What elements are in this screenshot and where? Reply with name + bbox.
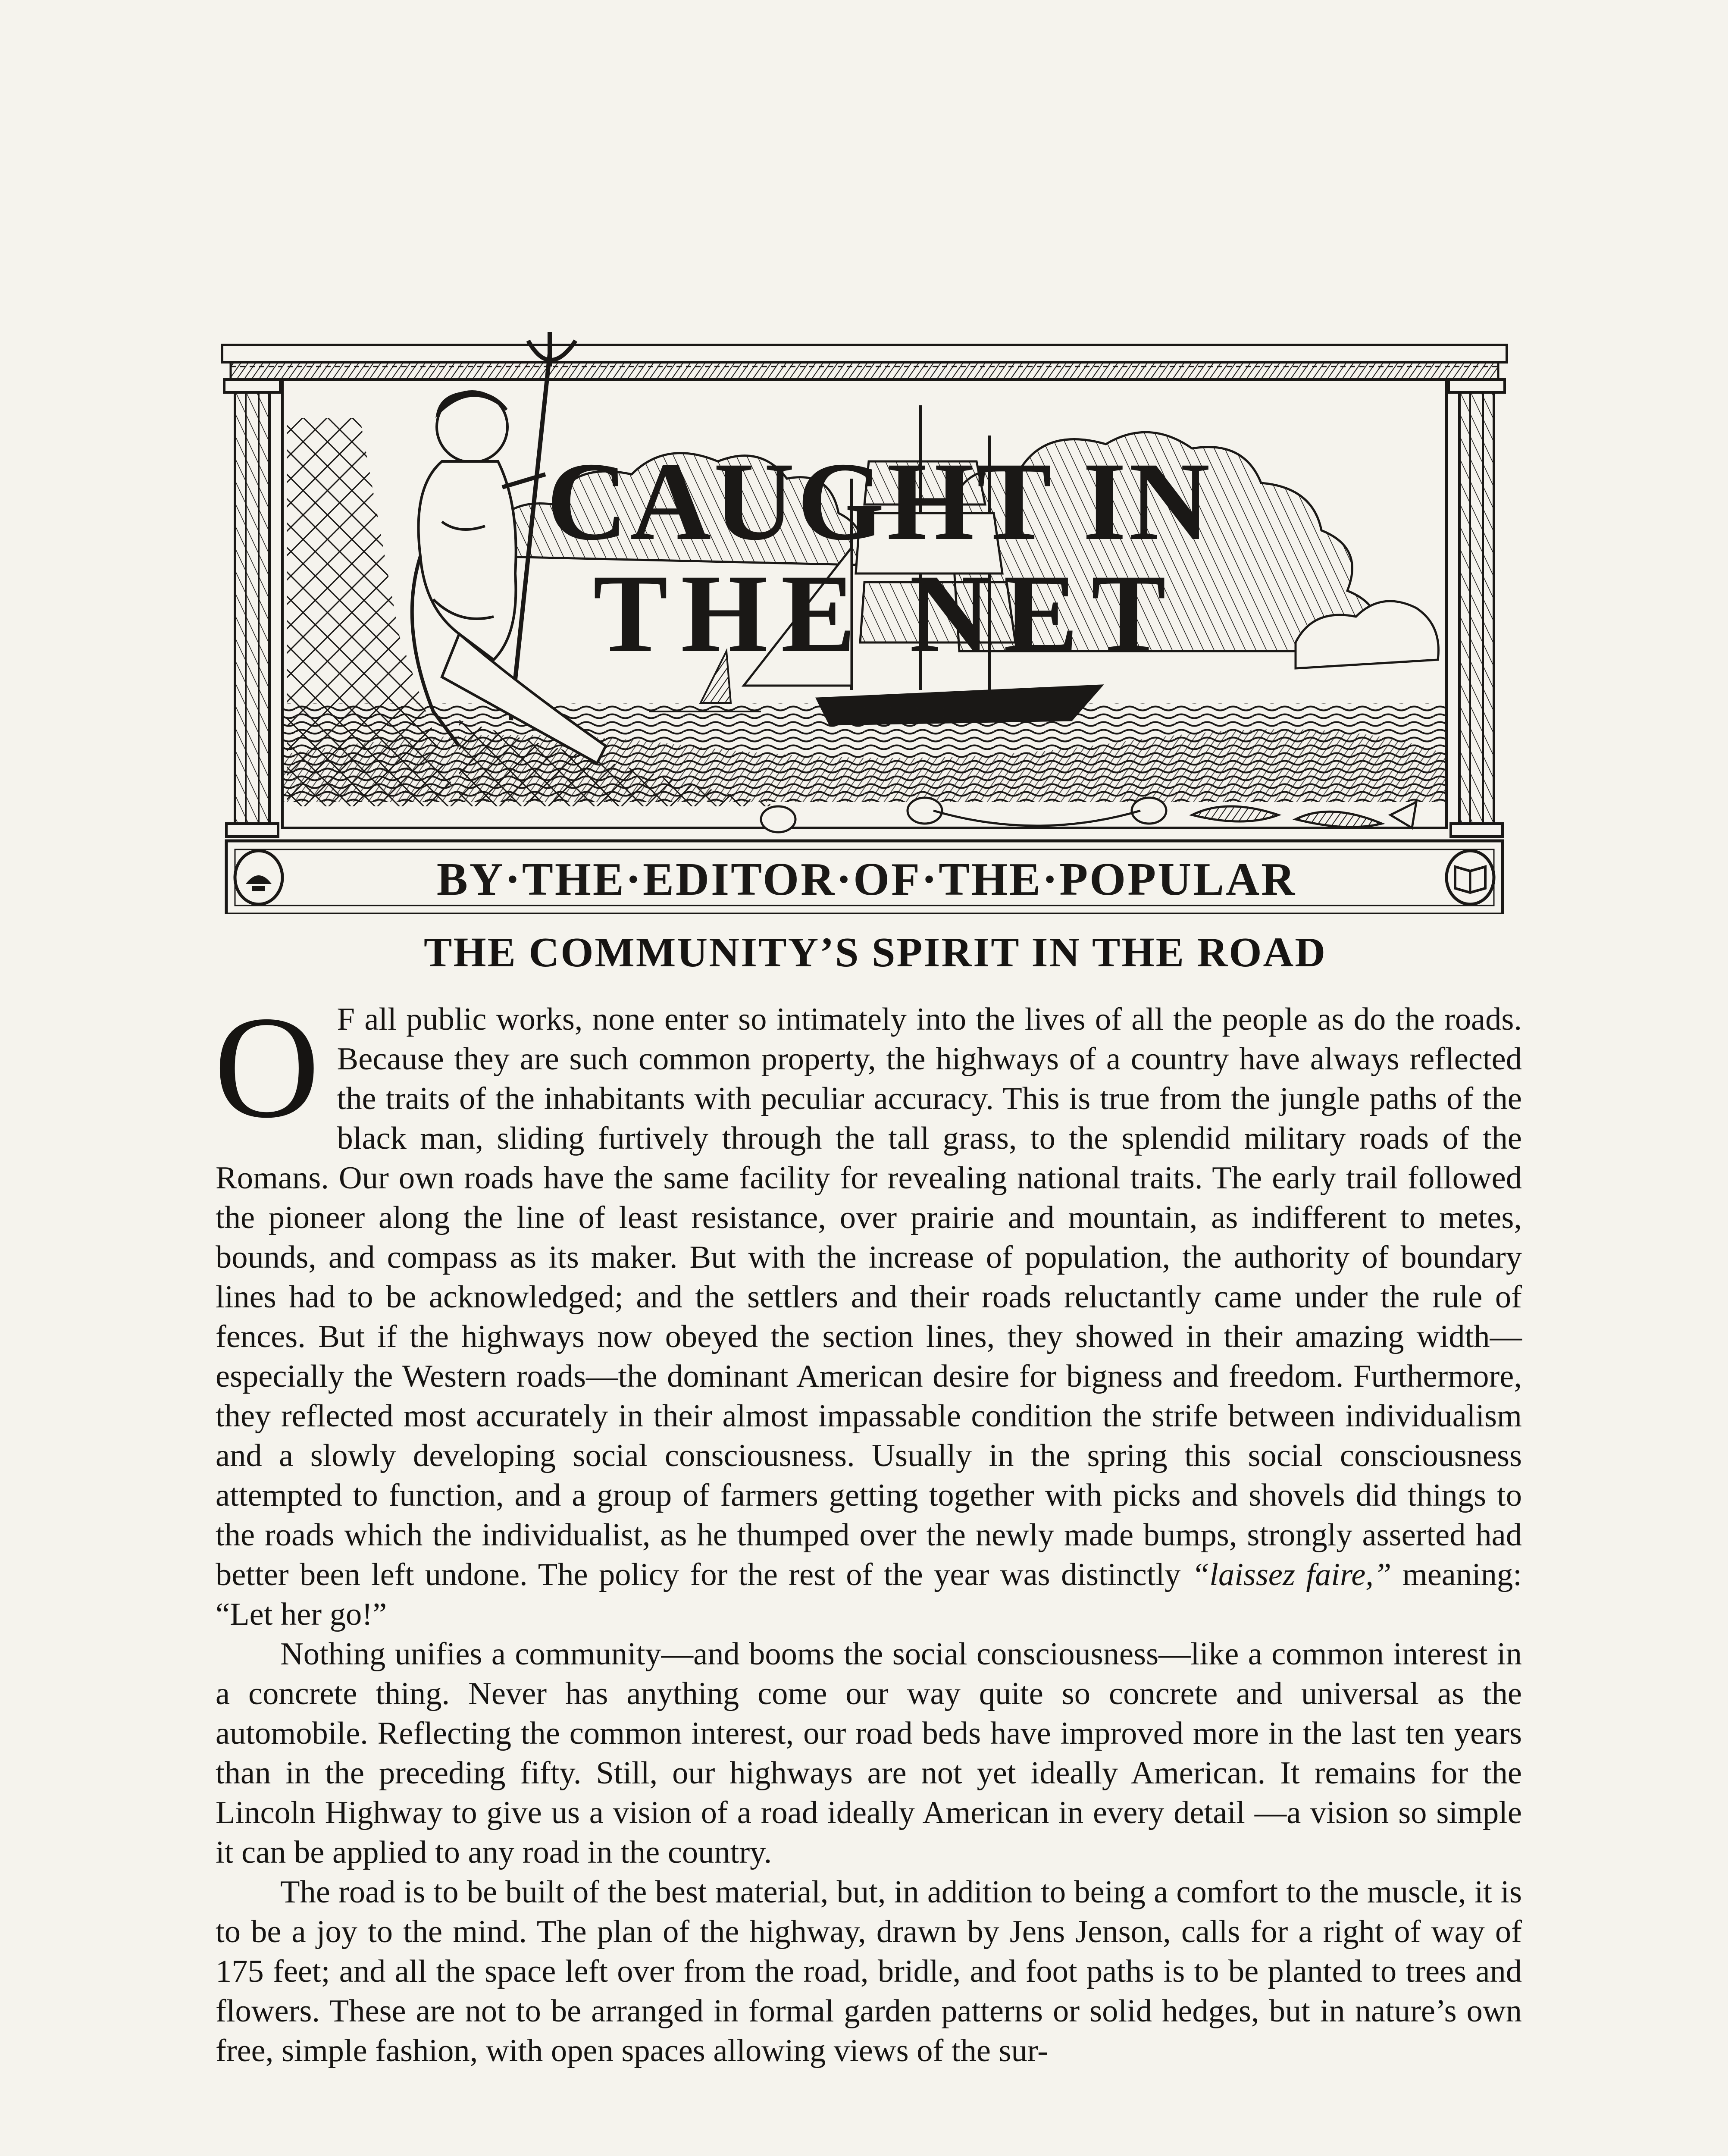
cornice xyxy=(222,345,1507,379)
paragraph-1 xyxy=(214,986,1522,1634)
article-title: THE COMMUNITY’S SPIRIT IN THE ROAD xyxy=(423,929,1327,976)
article xyxy=(216,931,1522,2071)
lamp-icon xyxy=(235,851,282,904)
byline-text: BY·THE·EDITOR·OF·THE·POPULAR xyxy=(436,854,1297,905)
paragraph-2: Nothing unifies a community—and booms the social consciousness—like a common interest in a concrete thing. Never has anything come our way quite so concrete and universal as the automobile. Reflecting the common interest, our road beds have improved more in the last ten years than in the preceding fifty. Still, our highways are not yet ideally American. It remains for the Lincoln Highway to give us a vision of a road ideally American in every detail —a vision so simple it can be applied to any road in the country. xyxy=(216,1636,1522,1870)
title-lettering xyxy=(547,439,1212,676)
left-column xyxy=(224,379,280,837)
book-icon xyxy=(1446,851,1494,904)
paragraph-1-text: F all public works, none enter so intimately into the lives of all the people as do the roads. Because they are such common property, the highways of a country have always reflected the traits of the inhabitants with peculiar accuracy. This is true from the jungle paths of the black man, sliding furtively through the tall grass, to the splendid military roads of the Romans. Our own roads have the same facility for revealing national traits. The early trail followed the pioneer along the line of least resistance, over prairie and mountain, as indifferent to metes, bounds, and compass as its maker. But with the increase of population, the authority of boundary lines had to be acknowledged; and the settlers and their roads reluctantly came under the rule of fences. But if the highways now obeyed the section lines, they showed in their amazing width—especially the Western roads—the dominant American desire for bigness and freedom. Furthermore, they reflected most accurately in their almost impassable condition the strife between individualism and a slowly developing social consciousness. Usually in the spring this social consciousness attempted to function, and a group of farmers getting together with picks and shovels did things to the roads which the individualist, as he thumped over the newly made bumps, strongly asserted had better been left undone. The policy for the rest of the year was distinctly xyxy=(216,1002,1522,1592)
header-illustration xyxy=(218,332,1511,914)
right-column xyxy=(1449,379,1505,837)
drop-cap: O xyxy=(214,986,320,1148)
paragraph-3: The road is to be built of the best material, but, in addition to being a comfort to the muscle, it is to be a joy to the mind. The plan of the highway, drawn by Jens Jenson, calls for a right of way of 175 feet; and all the space left over from the road, bridle, and foot paths is to be planted to trees and flowers. These are not to be arranged in formal garden patterns or solid hedges, but in nature’s own free, simple fashion, with open spaces allowing views of the sur- xyxy=(216,1874,1522,2068)
paragraph-1-italic: “laissez faire,” xyxy=(1191,1557,1392,1592)
illustration-svg xyxy=(218,332,1511,914)
paragraph-1-tail: meaning: “Let her go!” xyxy=(216,1557,1522,1632)
title-line-2: THE NET xyxy=(593,552,1179,676)
byline-banner xyxy=(226,841,1503,914)
article-body xyxy=(214,986,1522,2071)
title-line-1: CAUGHT IN xyxy=(546,439,1213,564)
